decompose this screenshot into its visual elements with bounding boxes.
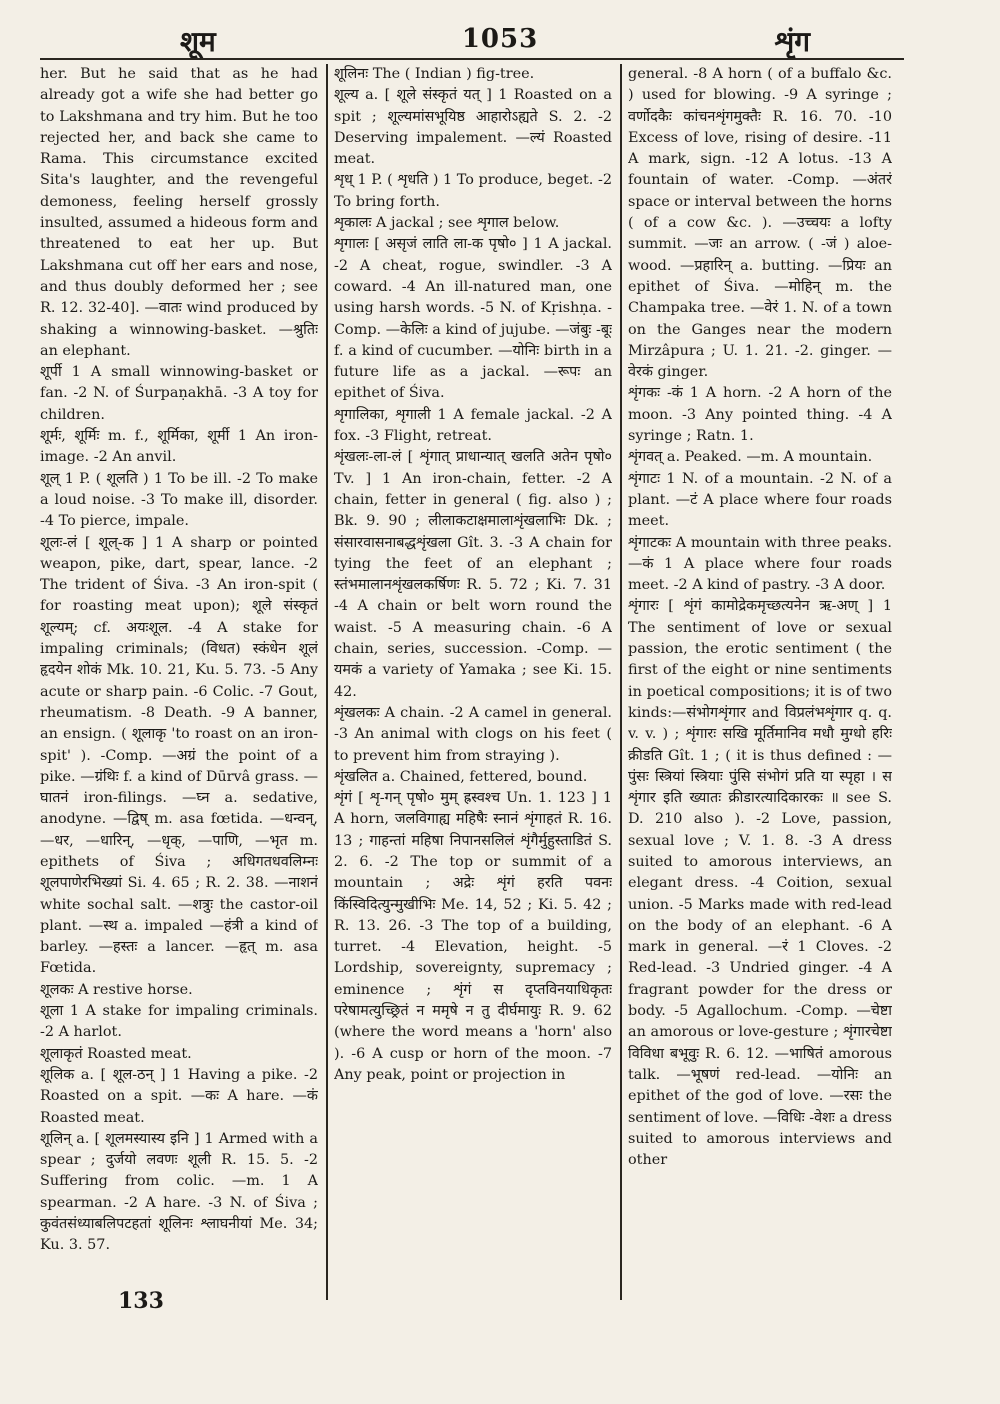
entry: शूर्मः, शूर्मिः m. f., शूर्मिका, शूर्मी 1 An iron-image. -2 An anvil. [40, 428, 318, 466]
column-divider [620, 64, 622, 1300]
entry: शृंखलित a. Chained, fettered, bound. [334, 768, 588, 785]
entry: शूलाकृतं Roasted meat. [40, 1045, 192, 1062]
entry: शूलिन् a. [ शूलमस्यास्य इनि ] 1 Armed with a spear ; दुर्जयो लवणः शूली R. 15. 5. -2 Suffering from colic. —m. 1 A spearman. -2 A hare. -3 N. of Śiva ; कुवंतसंध्याबलिपटहतां शूलिनः श्लाघनीयां Me. 34; Ku. 3. 57. [40, 1130, 318, 1254]
entry: शृकालः A jackal ; see शृगाल below. [334, 215, 560, 232]
entry: शृगालिका, शृगाली 1 A female jackal. -2 A fox. -3 Flight, retreat. [334, 406, 612, 445]
header-rule [40, 58, 904, 60]
column-3 [628, 64, 892, 1304]
signature-mark: 133 [118, 1288, 164, 1314]
page-number: 1053 [461, 24, 539, 54]
entry: शूलिक a. [ शूल-ठन् ] 1 Having a pike. -2 Roasted on a spit. —कः A hare. —कं Roasted meat. [40, 1066, 318, 1126]
entry: शृध् 1 P. ( शृधति ) 1 To produce, beget. -2 To bring forth. [334, 172, 612, 210]
entry: शृंगाटः 1 N. of a mountain. -2 N. of a plant. —टं A place where four roads meet. [628, 470, 892, 530]
header-right-word: शृंग [774, 25, 810, 58]
entry: शृंगकः -कं 1 A horn. -2 A horn of the moon. -3 Any pointed thing. -4 A syringe ; Ratn. 1. [628, 385, 892, 445]
entry: शूलकः A restive horse. [40, 981, 193, 998]
entry: शृंगारः [ शृंगं कामोद्रेकमृच्छत्यनेन ऋ-अण् ] 1 The sentiment of love or sexual passion, the erotic sentiment ( the first of the eight or nine sentiments in poetical compositions; it is of two kinds:—संभोगशृंगार and विप्रलंभशृंगार q. q. v. v. ) ; शृंगारः सखि मूर्तिमानिव मधौ मुग्धो हरिः क्रीडति Gît. 1 ; ( it is thus defined : —पुंसः स्त्रियां स्त्रियाः पुंसि संभोगं प्रति या स्पृहा । स शृंगार इति ख्यातः क्रीडारत्यादिकारकः ॥ see S. D. 210 also ). -2 Love, passion, sexual love ; V. 1. 8. -3 A dress suited to amorous interviews, an elegant dress. -4 Coition, sexual union. -5 Marks made with red-lead on the body of an elephant. -6 A mark in general. —रं 1 Cloves. -2 Red-lead. -3 Undried ginger. -4 A fragrant powder for the dress or body. -5 Agallochum. -Comp. —चेष्टा an amorous or love-gesture ; शृंगारचेष्टा विविधा बभूवुः R. 6. 12. —भाषितं amorous talk. —भूषणं red-lead. —योनिः an epithet of the god of love. —रसः the sentiment of love. —विधिः -वेशः a dress suited to amorous interviews and other [628, 598, 892, 1169]
entry: शूलः-लं [ शूल्-क ] 1 A sharp or pointed weapon, pike, dart, spear, lance. -2 The trident of Śiva. -3 An iron-spit ( for roasting meat upon); शूले संस्कृतं शूल्यम्; cf. अयःशूल. -4 A stake for impaling criminals; (विधत) स्कंधेन शूलं हृदयेन शोकं Mk. 10. 21, Ku. 5. 73. -5 Any acute or sharp pain. -6 Colic. -7 Gout, rheumatism. -8 Death. -9 A banner, an ensign. ( शूलाकृ 'to roast on an iron-spit' ). -Comp. —अग्रं the point of a pike. —ग्रंथिः f. a kind of Dūrvâ grass. —घातनं iron-filings. —घ्न a. sedative, anodyne. —द्विष् m. asa fœtida. —धन्वन्, —धर, —धारिन्, —धृक्, —पाणि, —भृत m. epithets of Śiva ; अधिगतधवलिम्नः शूलपाणेरभिख्यां Si. 4. 65 ; R. 2. 38. —नाशनं white sochal salt. —शत्रुः the castor-oil plant. —स्थ a. impaled —हंत्री a kind of barley. —हस्तः a lancer. —हृत् m. asa Fœtida. [40, 534, 318, 977]
entry: general. -8 A horn ( of a buffalo &c. ) used for blowing. -9 A syringe ; वर्णोदकैः कांचनशृंगमुक्तैः R. 16. 70. -10 Excess of love, rising of desire. -11 A mark, sign. -12 A lotus. -13 A fountain of water. -Comp. —अंतरं space or interval between the horns ( of a cow &c. ). —उच्चयः a lofty summit. —जः an arrow. ( -जं ) aloe-wood. —प्रहारिन् a. butting. —प्रियः an epithet of Śiva. —मोहिन् m. the Champaka tree. —वेरं 1. N. of a town on the Ganges near the modern Mirzâpura ; U. 1. 21. -2. ginger. —वेरकं ginger. [628, 66, 892, 381]
column-2 [334, 64, 612, 1304]
entry: शृंखलकः A chain. -2 A camel in general. -3 An animal with clogs on his feet ( to prevent him from straying ). [334, 704, 612, 764]
entry: शृगालः [ असृजं लाति ला-क पृषो० ] 1 A jackal. -2 A cheat, rogue, swindler. -3 A coward. -4 An ill-natured man, one using harsh words. -5 N. of Kṛishṇa. -Comp. —केलिः a kind of jujube. —जंबुः -बूः f. a kind of cucumber. —योनिः birth in a future life as a jackal. —रूपः an epithet of Śiva. [334, 236, 612, 402]
entry: शूला 1 A stake for impaling criminals. -2 A harlot. [40, 1003, 318, 1041]
column-1 [40, 64, 318, 1304]
entry: शूलिनः The ( Indian ) fig-tree. [334, 66, 535, 82]
entry: शूल् 1 P. ( शूलति ) 1 To be ill. -2 To make a loud noise. -3 To make ill, disorder. -4 To pierce, impale. [40, 470, 318, 530]
entry: her. But he said that as he had already got a wife she had better go to Lakshmana and try him. But he too rejected her, and back she came to Rama. This circumstance excited Sita's laughter, and the revengeful demoness, feeling herself grossly insulted, assumed a hideous form and threatened to eat her up. But Lakshmana cut off her ears and nose, and thus doubly deformed her ; see R. 12. 32-40]. —वातः wind produced by shaking a winnowing-basket. —श्रुतिः an elephant. [40, 66, 318, 359]
entry: शृंगवत् a. Peaked. —m. A mountain. [628, 449, 873, 466]
entry: शृंखलः-ला-लं [ शृंगात् प्राधान्यात् खलति अतेन पृषो० Tv. ] 1 An iron-chain, fetter. -2 A chain, fetter in general ( fig. also ) ; Bk. 9. 90 ; लीलाकटाक्षमालाशृंखलाभिः Dk. ; संसारवासनाबद्धशृंखला Gît. 3. -3 A chain for tying the feet of an elephant ; स्तंभमालानशृंखलकर्षिणः R. 5. 72 ; Ki. 7. 31 -4 A chain or belt worn round the waist. -5 A measuring chain. -6 A chain, series, succession. -Comp. —यमकं a variety of Yamaka ; see Ki. 15. 42. [334, 449, 612, 700]
column-divider [326, 64, 328, 1300]
entry: शृंगं [ शृ-गन् पृषो० मुम् ह्रस्वश्च Un. 1. 123 ] 1 A horn, जलविगाह्य महिषैः स्नानं शृंगाहतं R. 16. 13 ; गाहन्तां महिषा निपानसलिलं शृंगैर्मुहुस्ताडितं S. 2. 6. -2 The top or summit of a mountain ; अद्रेः शृंगं हरति पवनः किंस्विदित्युन्मुखीभिः Me. 14, 52 ; Ki. 5. 42 ; R. 13. 26. -3 The top of a building, turret. -4 Elevation, height. -5 Lordship, sovereignty, supremacy ; eminence ; शृंगं स दृप्तविनयाधिकृतः परेषामत्युच्छ्रितं न ममृषे न तु दीर्घमायुः R. 9. 62 (where the word means a 'horn' also ). -6 A cusp or horn of the moon. -7 Any peak, point or projection in [334, 790, 612, 1083]
entry: शृंगाटकः A mountain with three peaks. —कं 1 A place where four roads meet. -2 A kind of pastry. -3 A door. [628, 534, 892, 594]
entry: शूल्य a. [ शूले संस्कृतं यत् ] 1 Roasted on a spit ; शूल्यमांसभूयिष्ठ आहारोऽह्यते S. 2. -2 Deserving impalement. —ल्यं Roasted meat. [334, 87, 612, 168]
header-left-word: शूम [180, 25, 216, 58]
entry: शूर्पी 1 A small winnowing-basket or fan. -2 N. of Śurpaṇakhā. -3 A toy for children. [40, 364, 318, 423]
